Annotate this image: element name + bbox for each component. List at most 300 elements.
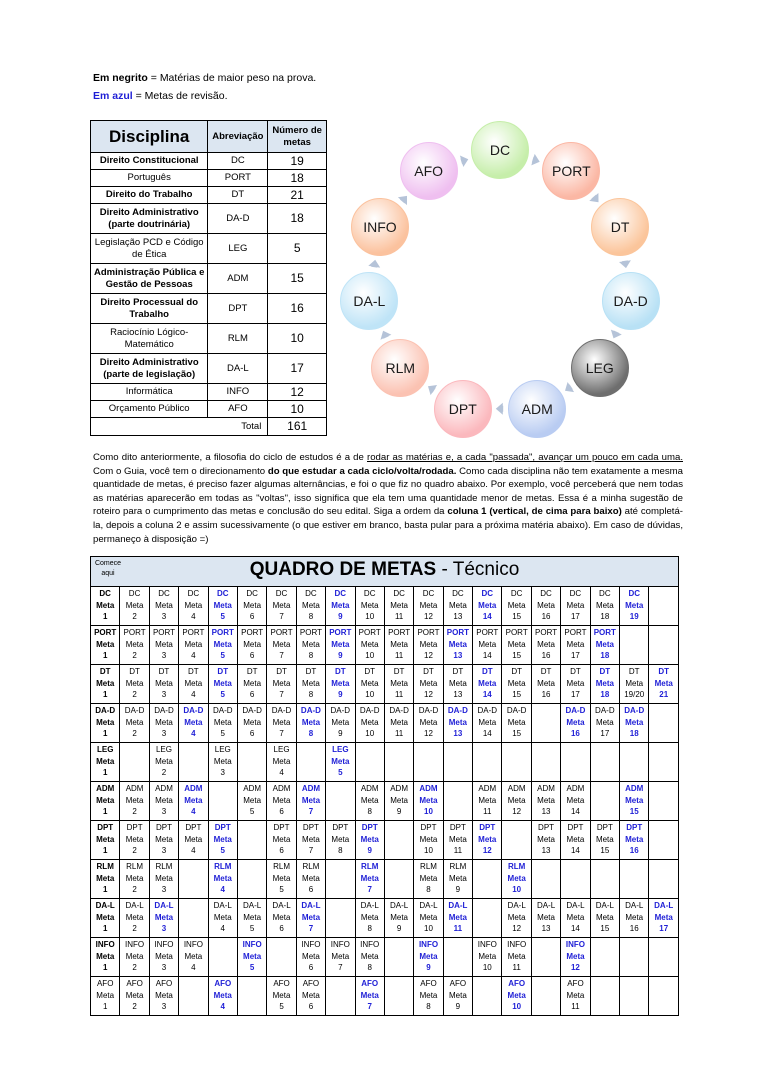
- goal-subject: INFO: [183, 940, 203, 949]
- goal-subject: DT: [334, 667, 346, 676]
- goal-subject: DT: [276, 667, 287, 676]
- goal-cell: [590, 821, 619, 860]
- goal-cell: [208, 821, 237, 860]
- goal-label: Meta: [96, 600, 115, 610]
- empty-cell: [649, 626, 679, 665]
- goal-cell: [149, 977, 178, 1016]
- goal-number: 10: [424, 924, 433, 934]
- goal-label: Meta: [125, 834, 144, 844]
- goal-subject: DPT: [332, 823, 349, 832]
- goal-subject: DC: [305, 589, 317, 598]
- goal-subject: DC: [569, 589, 582, 598]
- goal-cell: [267, 704, 296, 743]
- goal-label: Meta: [537, 795, 555, 805]
- goal-number: 13: [453, 729, 463, 739]
- goal-label: Meta: [419, 600, 438, 610]
- goal-label: Meta: [125, 951, 144, 961]
- goal-number: 6: [279, 846, 284, 856]
- goal-subject: INFO: [507, 940, 527, 949]
- goal-cell: [355, 782, 384, 821]
- goal-subject: DA-D: [418, 706, 439, 715]
- goal-number: 2: [132, 612, 137, 622]
- goal-cell: [590, 587, 619, 626]
- goal-subject: DC: [393, 589, 405, 598]
- goal-number: 7: [367, 885, 372, 895]
- goal-label: Meta: [243, 912, 262, 922]
- goal-subject: DT: [129, 667, 140, 676]
- goal-cell: [620, 899, 649, 938]
- goal-subject: INFO: [565, 940, 585, 949]
- goal-number: 3: [161, 729, 167, 739]
- discipline-metas: 10: [268, 401, 327, 418]
- goal-subject: LEG: [155, 745, 172, 754]
- goal-number: 14: [482, 690, 492, 700]
- goal-subject: DPT: [361, 823, 378, 832]
- goal-cell: [237, 587, 266, 626]
- goal-cell: [384, 782, 413, 821]
- goal-cell: [473, 626, 502, 665]
- goal-cell: [120, 587, 149, 626]
- goal-label: Meta: [331, 951, 350, 961]
- goal-subject: RLM: [449, 862, 467, 871]
- goal-number: 4: [191, 807, 196, 817]
- goals-row: [91, 938, 679, 977]
- goal-label: Meta: [155, 600, 173, 610]
- cycle-arrow: [381, 331, 392, 340]
- cycle-node-da-d: DA-D: [602, 272, 660, 330]
- goal-cell: [91, 899, 120, 938]
- goal-number: 11: [453, 846, 463, 856]
- goal-label: Meta: [360, 951, 379, 961]
- cycle-arrow: [496, 403, 503, 415]
- goal-subject: PORT: [446, 628, 469, 637]
- discipline-name: Legislação PCD e Código de Ética: [91, 234, 208, 264]
- goal-cell: [590, 626, 619, 665]
- goal-cell: [267, 665, 296, 704]
- goal-subject: DA-L: [625, 901, 644, 910]
- intro-underlined: rodar as matérias e, a cada "passada", avançar um pouco em cada uma.: [367, 452, 683, 463]
- goal-subject: DPT: [420, 823, 437, 832]
- goal-cell: [149, 782, 178, 821]
- cycle-node-dpt: DPT: [434, 380, 492, 438]
- goal-label: Meta: [507, 717, 526, 727]
- goal-number: 7: [279, 729, 284, 739]
- goal-label: Meta: [654, 678, 673, 688]
- goal-cell: [149, 899, 178, 938]
- goal-cell: [355, 938, 384, 977]
- goal-cell: [179, 626, 208, 665]
- discipline-metas: 16: [268, 294, 327, 324]
- goal-cell: [443, 587, 472, 626]
- goal-subject: AFO: [155, 979, 173, 988]
- goal-label: Meta: [213, 678, 232, 688]
- goal-subject: DC: [99, 589, 111, 598]
- goal-label: Meta: [272, 990, 291, 1000]
- goal-label: Meta: [419, 951, 438, 961]
- empty-cell: [384, 860, 413, 899]
- goal-subject: DT: [99, 667, 111, 676]
- goal-number: 9: [338, 612, 343, 622]
- empty-cell: [414, 743, 443, 782]
- goal-label: Meta: [595, 678, 614, 688]
- legend-bold-term: Em negrito: [93, 72, 148, 84]
- discipline-name: Administração Pública e Gestão de Pessoas: [91, 264, 208, 294]
- total-value: 161: [268, 418, 327, 436]
- goal-number: 6: [249, 651, 255, 661]
- goal-label: Meta: [566, 990, 585, 1000]
- goal-subject: AFO: [567, 979, 584, 988]
- goal-number: 21: [659, 690, 669, 700]
- goal-label: Meta: [419, 912, 438, 922]
- goal-label: Meta: [390, 639, 408, 649]
- goal-cell: [267, 743, 296, 782]
- discipline-row: [91, 153, 327, 170]
- discipline-abbr: DA-D: [208, 204, 268, 234]
- goal-label: Meta: [625, 678, 644, 688]
- empty-cell: [179, 743, 208, 782]
- goal-number: 2: [132, 846, 137, 856]
- goal-subject: DA-D: [595, 706, 615, 715]
- goal-number: 2: [132, 885, 137, 895]
- goal-label: Meta: [213, 834, 232, 844]
- discipline-metas: 17: [268, 354, 327, 384]
- goal-number: 10: [365, 690, 375, 700]
- discipline-abbr: AFO: [208, 401, 268, 418]
- goal-number: 17: [600, 729, 610, 739]
- goal-label: Meta: [155, 834, 173, 844]
- goal-subject: DT: [158, 667, 170, 676]
- goal-subject: DPT: [273, 823, 290, 832]
- goal-cell: [414, 899, 443, 938]
- goal-cell: [620, 821, 649, 860]
- goal-subject: DA-D: [506, 706, 527, 715]
- goal-number: 3: [161, 963, 167, 973]
- goal-number: 5: [220, 612, 225, 622]
- goal-number: 3: [161, 651, 167, 661]
- discipline-name: Direito Processual do Trabalho: [91, 294, 208, 324]
- discipline-row: [91, 170, 327, 187]
- goal-subject: LEG: [214, 745, 231, 754]
- goal-subject: DT: [570, 667, 581, 676]
- goal-subject: RLM: [96, 862, 114, 871]
- goal-subject: PORT: [535, 628, 558, 637]
- goal-number: 3: [161, 885, 167, 895]
- discipline-abbr: INFO: [208, 384, 268, 401]
- goal-number: 9: [396, 807, 402, 817]
- goal-subject: RLM: [508, 862, 526, 871]
- goal-subject: DA-D: [95, 706, 116, 715]
- empty-cell: [649, 860, 679, 899]
- goal-subject: DA-L: [95, 901, 115, 910]
- goal-subject: LEG: [96, 745, 114, 754]
- goal-subject: PORT: [299, 628, 322, 637]
- discipline-name: Direito do Trabalho: [91, 187, 208, 204]
- goal-subject: ADM: [419, 784, 438, 793]
- goal-cell: [120, 782, 149, 821]
- goal-label: Meta: [272, 756, 291, 766]
- goal-cell: [414, 977, 443, 1016]
- goal-label: Meta: [448, 990, 467, 1000]
- goal-label: Meta: [360, 639, 379, 649]
- goal-number: 1: [102, 807, 108, 817]
- goal-label: Meta: [625, 912, 644, 922]
- goal-number: 7: [279, 690, 284, 700]
- goal-subject: PORT: [505, 628, 528, 637]
- goal-label: Meta: [125, 873, 144, 883]
- goals-row: [91, 587, 679, 626]
- empty-cell: [561, 743, 590, 782]
- goal-cell: [502, 782, 531, 821]
- empty-cell: [237, 743, 266, 782]
- goal-label: Meta: [507, 912, 526, 922]
- goal-label: Meta: [155, 873, 173, 883]
- goal-cell: [443, 821, 472, 860]
- goal-subject: DC: [246, 589, 258, 598]
- goal-label: Meta: [331, 678, 350, 688]
- goal-number: 12: [482, 846, 492, 856]
- empty-cell: [620, 860, 649, 899]
- goals-board: [90, 556, 679, 1016]
- goal-number: 4: [220, 924, 225, 934]
- goal-label: Meta: [419, 678, 438, 688]
- goal-cell: [443, 665, 472, 704]
- cycle-arrow: [368, 260, 380, 268]
- goal-subject: ADM: [184, 784, 203, 793]
- goal-number: 18: [600, 612, 610, 622]
- empty-cell: [384, 743, 413, 782]
- goal-cell: [267, 587, 296, 626]
- goal-cell: [237, 782, 266, 821]
- goal-number: 8: [308, 729, 314, 739]
- goals-row: [91, 821, 679, 860]
- goal-label: Meta: [125, 990, 144, 1000]
- goal-number: 18: [629, 729, 639, 739]
- goal-label: Meta: [302, 639, 320, 649]
- goal-number: 2: [132, 1002, 137, 1012]
- goal-label: Meta: [155, 951, 173, 961]
- goal-subject: DA-L: [125, 901, 144, 910]
- goal-subject: PORT: [241, 628, 264, 637]
- goal-label: Meta: [537, 639, 555, 649]
- goal-subject: DPT: [302, 823, 319, 832]
- goal-number: 3: [161, 924, 167, 934]
- empty-cell: [590, 860, 619, 899]
- goal-subject: DA-D: [330, 706, 351, 715]
- goal-subject: DT: [217, 667, 229, 676]
- goal-cell: [267, 977, 296, 1016]
- goal-label: Meta: [595, 639, 614, 649]
- goal-number: 6: [308, 885, 314, 895]
- goal-number: 3: [161, 690, 167, 700]
- goal-number: 3: [161, 1002, 167, 1012]
- goal-subject: DPT: [185, 823, 202, 832]
- goal-number: 3: [161, 846, 167, 856]
- goal-number: 15: [512, 690, 522, 700]
- goal-cell: [91, 626, 120, 665]
- goal-number: 7: [308, 924, 314, 934]
- goal-cell: [649, 665, 679, 704]
- goal-subject: DC: [510, 589, 523, 598]
- goal-label: Meta: [478, 834, 497, 844]
- discipline-abbr: DA-L: [208, 354, 268, 384]
- goal-subject: LEG: [332, 745, 349, 754]
- goal-cell: [208, 587, 237, 626]
- goal-number: 10: [365, 729, 375, 739]
- goal-label: Meta: [507, 639, 526, 649]
- goal-subject: DC: [599, 589, 611, 598]
- goal-subject: AFO: [508, 979, 526, 988]
- goal-subject: DA-D: [447, 706, 468, 715]
- goal-label: Meta: [184, 717, 203, 727]
- empty-cell: [649, 587, 679, 626]
- empty-cell: [620, 626, 649, 665]
- goal-cell: [502, 938, 531, 977]
- goal-cell: [649, 899, 679, 938]
- goal-subject: DT: [511, 667, 522, 676]
- goal-label: Meta: [331, 756, 350, 766]
- goal-label: Meta: [125, 912, 144, 922]
- goal-label: Meta: [390, 795, 408, 805]
- goal-cell: [443, 899, 472, 938]
- goal-cell: [149, 821, 178, 860]
- goal-subject: RLM: [273, 862, 290, 871]
- goal-number: 17: [570, 690, 580, 700]
- goal-label: Meta: [154, 912, 174, 922]
- goal-cell: [531, 626, 560, 665]
- empty-cell: [649, 704, 679, 743]
- header-numero-metas: Número de metas: [268, 121, 327, 153]
- goal-cell: [414, 587, 443, 626]
- discipline-row: [91, 354, 327, 384]
- goal-label: Meta: [302, 600, 320, 610]
- goal-cell: [443, 626, 472, 665]
- empty-cell: [296, 743, 325, 782]
- goal-subject: PORT: [476, 628, 499, 637]
- goal-cell: [296, 977, 325, 1016]
- goal-number: 15: [512, 612, 522, 622]
- goal-label: Meta: [448, 912, 467, 922]
- intro-part-1: Como dito anteriormente, a filosofia do ciclo de estudos é a de: [93, 452, 367, 463]
- goal-cell: [502, 587, 531, 626]
- goal-cell: [120, 977, 149, 1016]
- goal-subject: DT: [423, 667, 434, 676]
- goal-number: 4: [191, 690, 196, 700]
- study-cycle-diagram: [328, 112, 678, 452]
- goal-number: 12: [512, 807, 522, 817]
- goal-number: 12: [424, 729, 433, 739]
- goal-subject: DT: [628, 667, 640, 676]
- cycle-arrow: [398, 196, 407, 205]
- goal-number: 8: [367, 807, 372, 817]
- goal-label: Meta: [155, 678, 173, 688]
- discipline-metas: 18: [268, 170, 327, 187]
- goal-subject: DA-D: [271, 706, 292, 715]
- goal-label: Meta: [96, 912, 115, 922]
- goal-label: Meta: [213, 873, 232, 883]
- empty-cell: [326, 977, 355, 1016]
- goal-cell: [355, 977, 384, 1016]
- goal-number: 10: [365, 612, 375, 622]
- goal-label: Meta: [184, 834, 203, 844]
- goal-subject: DT: [658, 667, 670, 676]
- empty-cell: [590, 782, 619, 821]
- goal-subject: AFO: [273, 979, 290, 988]
- discipline-name: Informática: [91, 384, 208, 401]
- goals-board-title: [91, 557, 679, 587]
- goal-number: 2: [161, 768, 167, 778]
- goal-label: Meta: [537, 834, 555, 844]
- goal-label: Meta: [125, 795, 144, 805]
- goal-label: Meta: [478, 717, 497, 727]
- goal-cell: [620, 665, 649, 704]
- goal-cell: [208, 743, 237, 782]
- empty-cell: [502, 743, 531, 782]
- goal-subject: AFO: [96, 979, 114, 988]
- intro-part-4: até completá-la, depois a coluna 2 e assim sucessivamente (o que estiver em branco, basta pular para a próxima matéria abaixo). Em caso de dúvidas, permaneço à disposição =): [93, 506, 683, 545]
- goal-label: Meta: [566, 834, 585, 844]
- goal-subject: DA-L: [507, 901, 526, 910]
- goal-number: 4: [279, 768, 284, 778]
- empty-cell: [120, 743, 149, 782]
- goal-subject: DT: [393, 667, 405, 676]
- total-row: [91, 418, 327, 436]
- empty-cell: [531, 938, 560, 977]
- discipline-name: Direito Administrativo (parte de legislação): [91, 354, 208, 384]
- goal-number: 7: [308, 846, 314, 856]
- goal-number: 14: [482, 729, 492, 739]
- goal-cell: [473, 821, 502, 860]
- goal-label: Meta: [360, 717, 379, 727]
- goal-cell: [502, 704, 531, 743]
- cycle-node-dt: DT: [591, 198, 649, 256]
- goal-label: Meta: [478, 678, 497, 688]
- cycle-arrow: [589, 193, 598, 202]
- goal-label: Meta: [566, 795, 585, 805]
- goal-subject: ADM: [155, 784, 173, 793]
- goal-number: 13: [541, 924, 551, 934]
- goal-label: Meta: [243, 717, 262, 727]
- goal-subject: DPT: [449, 823, 466, 832]
- goal-label: Meta: [272, 795, 291, 805]
- discipline-name: Direito Constitucional: [91, 153, 208, 170]
- goal-subject: DPT: [214, 823, 231, 832]
- goal-label: Meta: [537, 600, 555, 610]
- discipline-name: Direito Administrativo (parte doutrinária): [91, 204, 208, 234]
- goal-subject: RLM: [155, 862, 173, 871]
- empty-cell: [384, 977, 413, 1016]
- goal-cell: [473, 938, 502, 977]
- goal-cell: [208, 626, 237, 665]
- goal-cell: [237, 899, 266, 938]
- goal-label: Meta: [566, 639, 585, 649]
- goal-cell: [561, 782, 590, 821]
- goals-row: [91, 743, 679, 782]
- empty-cell: [473, 977, 502, 1016]
- goal-cell: [384, 587, 413, 626]
- goal-cell: [296, 626, 325, 665]
- goal-cell: [296, 899, 325, 938]
- goal-cell: [296, 782, 325, 821]
- goal-number: 17: [659, 924, 669, 934]
- goal-subject: DA-L: [154, 901, 174, 910]
- goal-label: Meta: [507, 951, 526, 961]
- goal-number: 9: [338, 651, 343, 661]
- goal-subject: RLM: [302, 862, 320, 871]
- goal-cell: [208, 665, 237, 704]
- goal-label: Meta: [243, 678, 262, 688]
- goal-number: 12: [424, 612, 433, 622]
- goal-number: 1: [102, 690, 108, 700]
